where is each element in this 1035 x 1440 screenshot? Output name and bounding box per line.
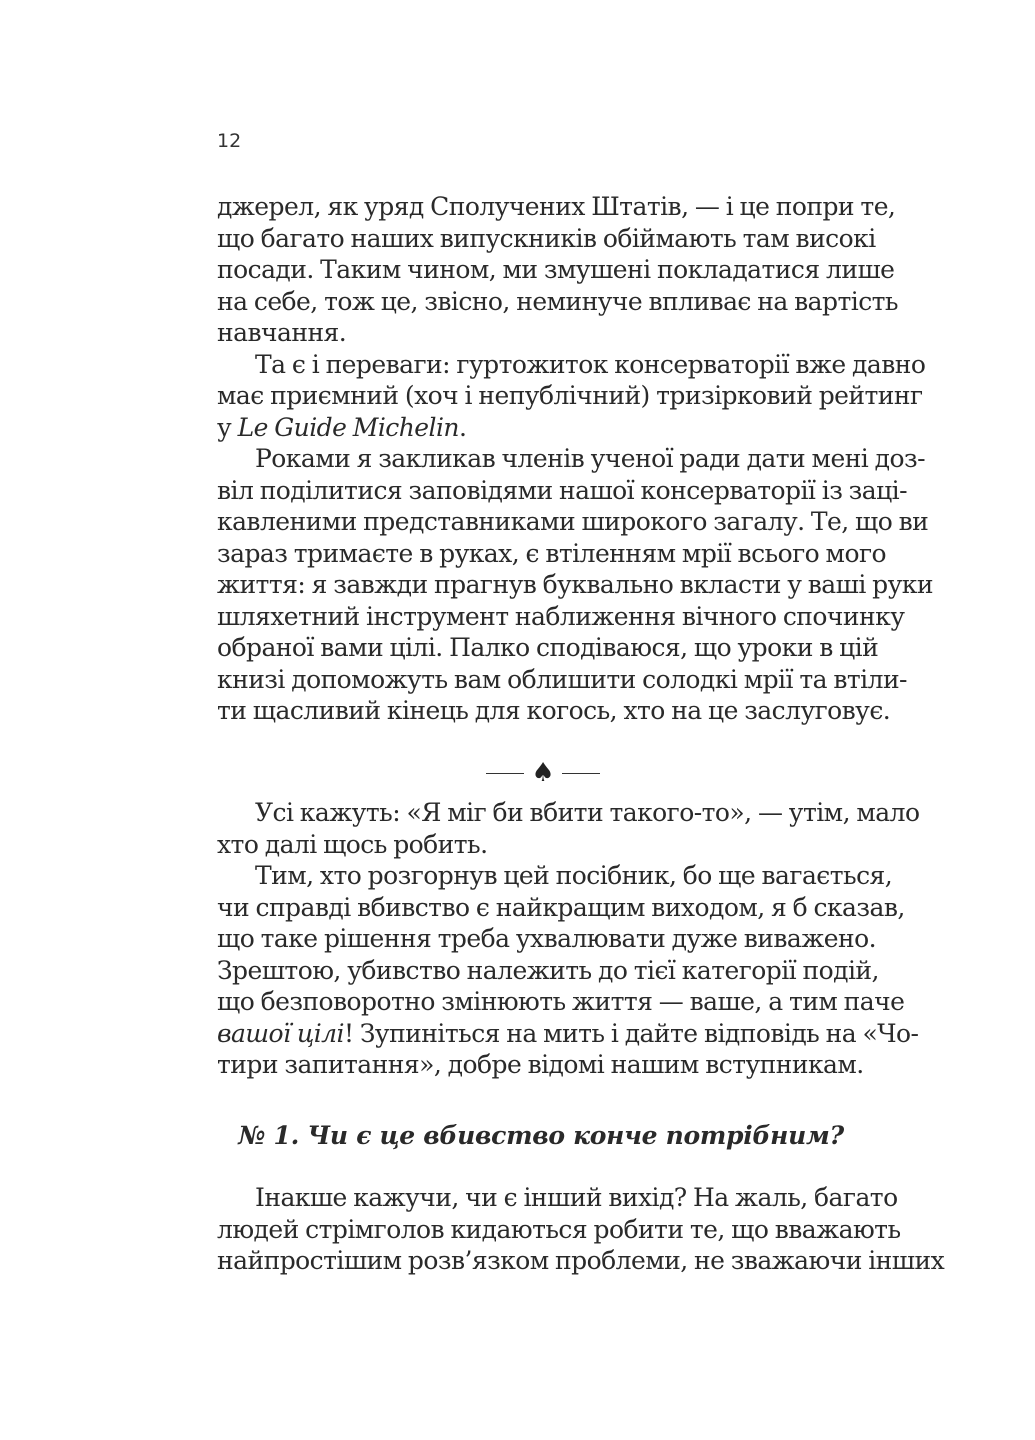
- text-segment: віл поділитися заповідями нашої консерваторії із заці-: [217, 475, 907, 505]
- text-segment: у: [217, 412, 238, 442]
- text-segment: тири запитання», добре відомі нашим вступникам.: [217, 1050, 864, 1079]
- text-segment: Та є і переваги: гуртожиток консерваторії вже давно: [255, 349, 926, 379]
- separator-rule-right: [562, 773, 600, 774]
- text-segment: що безповоротно змінюють життя — ваше, а тим паче: [217, 987, 905, 1016]
- text-segment: джерел, як уряд Сполучених Штатів, — і це попри те,: [217, 192, 896, 221]
- text-line: [217, 632, 879, 664]
- text-line: [217, 380, 923, 412]
- text-line: [217, 1245, 945, 1277]
- text-line: [217, 538, 886, 570]
- spade-icon: ♠: [531, 758, 555, 788]
- text-segment: життя: я завжди прагнув буквально вкласти у ваші руки: [217, 570, 933, 599]
- text-block-answer: [217, 1182, 945, 1277]
- text-segment: зараз тримаєте в руках, є втіленням мрії всього мого: [217, 538, 886, 568]
- text-segment: Усі кажуть: «Я міг би вбити такого-то», — утім, мало: [255, 798, 920, 827]
- text-line: [217, 1018, 919, 1050]
- text-line: [217, 829, 865, 861]
- text-segment: кавленими представниками широкого загалу. Те, що ви: [217, 507, 929, 536]
- text-line: [217, 349, 926, 381]
- text-segment: чи справді вбивство є найкращим виходом, я б сказав,: [217, 892, 905, 922]
- text-line: [217, 286, 898, 318]
- text-line: [217, 601, 905, 633]
- text-segment: обраної вами цілі. Палко сподіваюся, що уроки в цій: [217, 633, 879, 662]
- text-segment: посади. Таким чином, ми змушені покладатися лише: [217, 255, 895, 284]
- text-segment: що багато наших випускників обіймають там високі: [217, 223, 876, 253]
- text-line: [217, 892, 905, 924]
- text-segment: Зрештою, убивство належить до тієї категорії подій,: [217, 955, 879, 985]
- text-line: [217, 1049, 865, 1081]
- text-line: [217, 569, 933, 601]
- text-segment: Тим, хто розгорнув цей посібник, бо ще вагається,: [255, 861, 893, 890]
- text-segment: Інакше кажучи, чи є інший вихід? На жаль, багато: [255, 1183, 898, 1212]
- text-line: [217, 254, 895, 286]
- text-segment: на себе, тож це, звісно, неминуче впливає на вартість: [217, 286, 898, 316]
- separator-rule-left: [486, 773, 524, 774]
- text-line: [217, 860, 893, 892]
- text-segment: .: [458, 412, 467, 442]
- text-segment: Роками я закликав членів ученої ради дати мені доз-: [255, 444, 925, 473]
- page-number: 12: [217, 130, 242, 152]
- text-block-questions: [217, 797, 920, 1081]
- text-line: [217, 475, 907, 507]
- section-heading: № 1. Чи є це вбивство конче потрібним?: [238, 1121, 844, 1150]
- text-segment: ти щасливий кінець для когось, хто на це заслуговує.: [217, 696, 891, 725]
- text-segment: книзі допоможуть вам облишити солодкі мрії та втіли-: [217, 664, 907, 694]
- text-line: [217, 986, 905, 1018]
- text-segment: шляхетний інструмент наближення вічного спочинку: [217, 601, 905, 631]
- text-line: [217, 923, 876, 955]
- text-line: [217, 506, 929, 538]
- text-segment: хто далі щось робить.: [217, 829, 488, 859]
- text-line: [217, 191, 896, 223]
- text-line: [217, 443, 925, 475]
- text-line: [217, 223, 876, 255]
- text-segment: навчання.: [217, 318, 347, 347]
- text-segment: що таке рішення треба ухвалювати дуже виважено.: [217, 924, 876, 953]
- text-line: [217, 1214, 901, 1246]
- text-line: [217, 695, 891, 727]
- text-line: [217, 1182, 898, 1214]
- text-line: [217, 797, 920, 829]
- text-line: [217, 955, 879, 987]
- text-segment: ! Зупиніться на мить і дайте відповідь на «Чо-: [343, 1018, 919, 1048]
- text-block-intro: [217, 191, 933, 727]
- text-segment: людей стрімголов кидаються робити те, що вважають: [217, 1214, 901, 1244]
- text-segment: найпростішим розв’язком проблеми, не зважаючи інших: [217, 1246, 945, 1275]
- text-line: [217, 317, 865, 349]
- text-segment: має приємний (хоч і непублічний) тризірковий рейтинг: [217, 381, 923, 410]
- text-line: [217, 664, 907, 696]
- italic-text: вашої цілі: [217, 1018, 344, 1048]
- section-separator: [486, 758, 600, 788]
- italic-text: Le Guide Michelin: [237, 412, 459, 442]
- text-line: [217, 412, 865, 444]
